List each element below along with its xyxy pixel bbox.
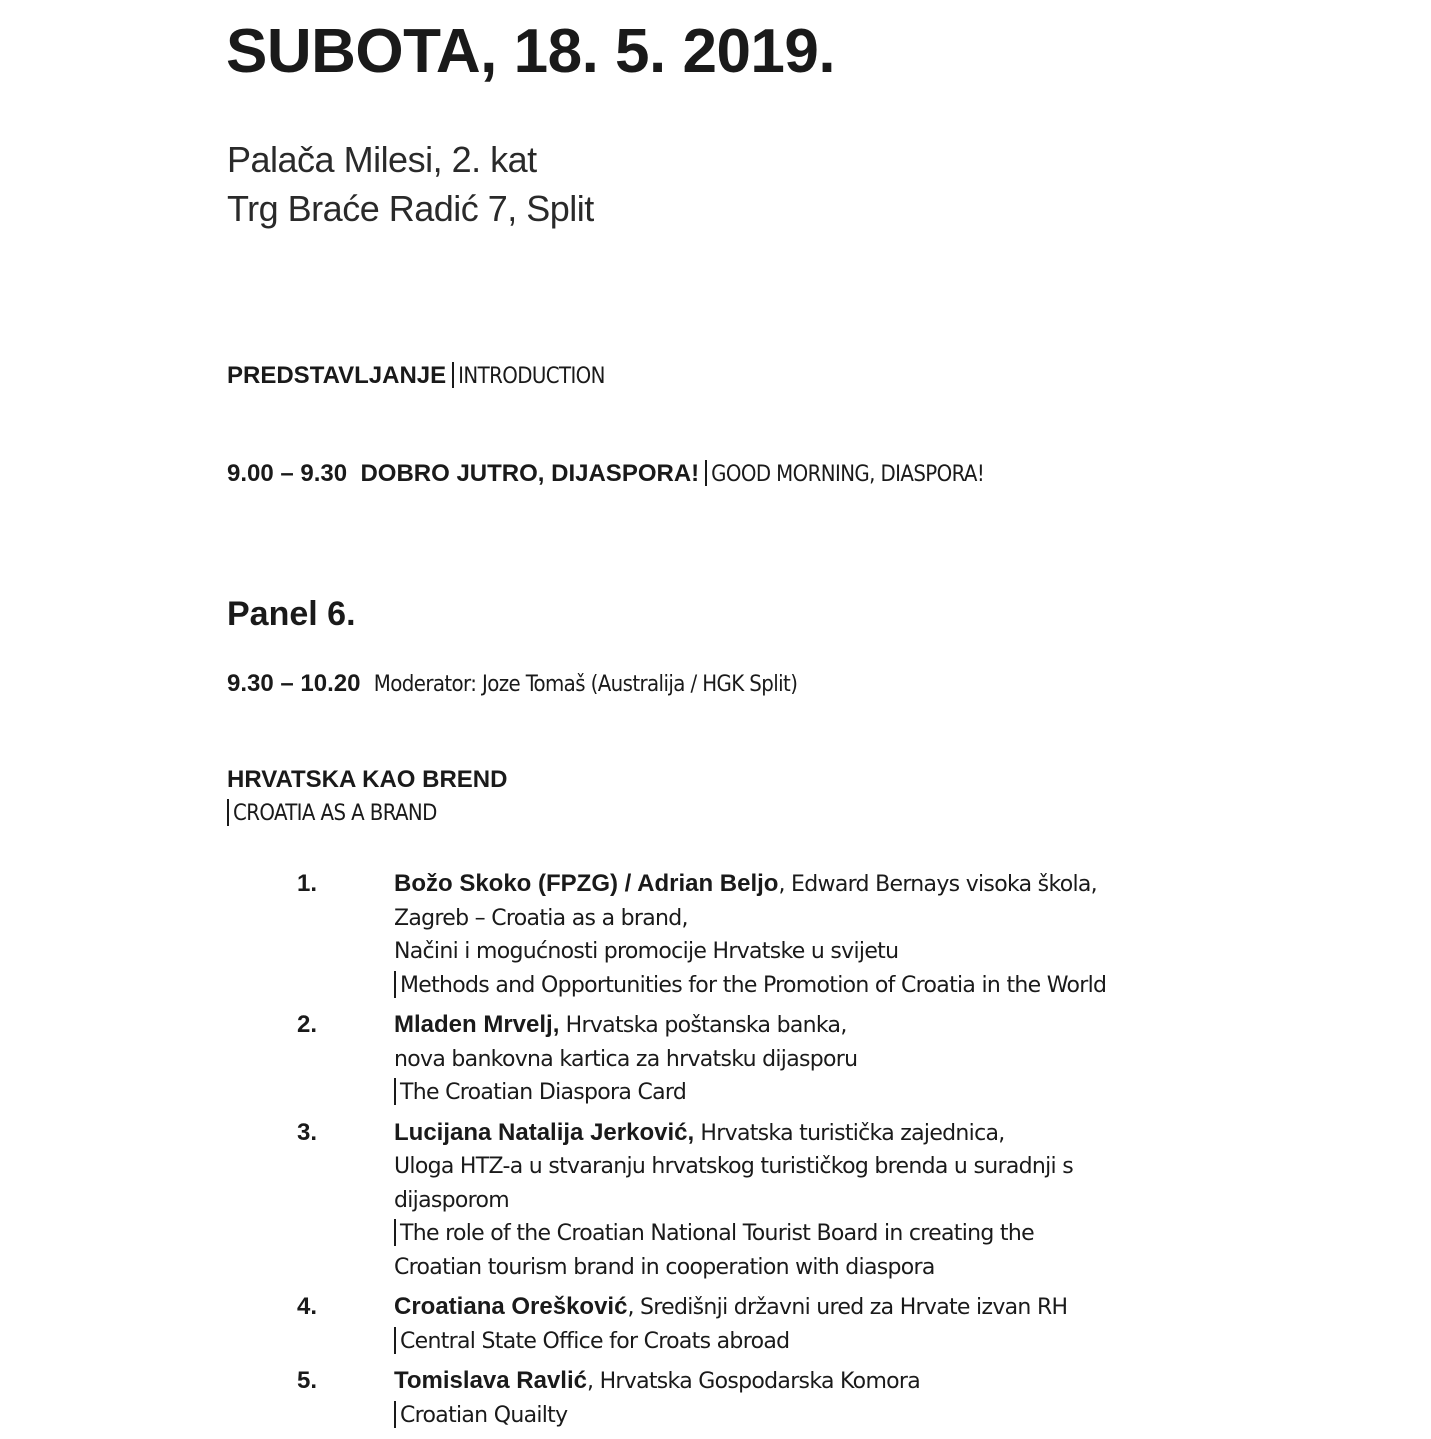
speaker-name: Tomislava Ravlić <box>394 1367 587 1394</box>
item-number: 2. <box>297 1011 318 1038</box>
speaker-affiliation: , Hrvatska Gospodarska Komora <box>586 1369 921 1394</box>
item-number: 1. <box>297 870 318 897</box>
item-line <box>394 1291 1067 1325</box>
separator-bar <box>394 1327 396 1354</box>
separator-bar <box>394 1401 396 1428</box>
item-number: 5. <box>297 1367 318 1394</box>
talk-title-en: Central State Office for Croats abroad <box>400 1328 790 1354</box>
item-line <box>394 1365 920 1399</box>
item-line <box>394 1009 857 1043</box>
morning-session <box>227 458 984 491</box>
page-title: SUBOTA, 18. 5. 2019. <box>226 17 836 86</box>
item-line <box>394 1184 1073 1218</box>
talk-title-hr: Zagreb – Croatia as a brand, <box>394 905 688 931</box>
item-number: 4. <box>297 1293 318 1320</box>
separator-bar <box>394 1219 396 1246</box>
item-line <box>394 935 1106 969</box>
talk-title-en: Croatian tourism brand in cooperation with diaspora <box>394 1254 935 1280</box>
panel-moderator: Moderator: Joze Tomaš (Australija / HGK Split) <box>373 672 798 697</box>
speaker-name: Božo Skoko (FPZG) / Adrian Beljo <box>394 870 779 897</box>
separator-bar <box>452 362 454 388</box>
speaker-affiliation: , Edward Bernays visoka škola, <box>778 872 1097 897</box>
item-line <box>394 1217 1073 1251</box>
speaker-affiliation: Hrvatska poštanska banka, <box>559 1013 847 1038</box>
item-line <box>394 902 1106 936</box>
item-line <box>394 1076 857 1110</box>
talk-title-hr: nova bankovna kartica za hrvatsku dijasporu <box>394 1046 858 1072</box>
panel-time: 9.30 – 10.20 <box>227 670 361 697</box>
panel-topic-en-line <box>227 797 437 830</box>
address-line: Trg Braće Radić 7, Split <box>227 188 594 229</box>
speaker-affiliation: , Središnji državni ured za Hrvate izvan RH <box>627 1295 1068 1320</box>
separator-bar <box>227 799 229 826</box>
venue-line: Palača Milesi, 2. kat <box>227 139 537 180</box>
panel-title: Panel 6. <box>227 595 356 633</box>
panel-moderator-line <box>227 668 797 701</box>
talk-title-en: The role of the Croatian National Tourist Board in creating the <box>400 1221 1034 1246</box>
speaker-name: Croatiana Orešković <box>394 1293 628 1320</box>
item-line <box>394 1251 1073 1285</box>
item-body <box>394 1291 1067 1358</box>
introduction-label-en: INTRODUCTION <box>458 364 605 389</box>
session-title-en: GOOD MORNING, DIASPORA! <box>711 462 985 487</box>
item-line <box>394 1150 1073 1184</box>
speaker-name: Lucijana Natalija Jerković, <box>394 1118 695 1146</box>
talk-title-hr: Načini i mogućnosti promocije Hrvatske u svijetu <box>394 939 899 964</box>
item-line <box>394 1325 1067 1359</box>
panel-topic-hr: HRVATSKA KAO BREND <box>227 766 508 793</box>
talk-title-hr: dijasporom <box>394 1187 510 1213</box>
talk-title-en: Methods and Opportunities for the Promotion of Croatia in the World <box>400 972 1107 998</box>
item-number: 3. <box>297 1118 318 1146</box>
introduction-label-hr: PREDSTAVLJANJE <box>227 362 447 389</box>
separator-bar <box>705 460 707 486</box>
item-body <box>394 1365 920 1432</box>
list-item <box>297 1009 1297 1110</box>
item-body <box>394 868 1106 1002</box>
speaker-list <box>297 868 1297 1439</box>
speaker-name: Mladen Mrvelj, <box>394 1011 560 1038</box>
introduction-heading <box>227 360 605 393</box>
item-line <box>394 1043 857 1077</box>
item-line <box>394 1399 920 1433</box>
separator-bar <box>394 971 396 998</box>
talk-title-en: The Croatian Diaspora Card <box>400 1080 687 1105</box>
list-item <box>297 1291 1297 1358</box>
list-item <box>297 868 1297 1002</box>
item-body <box>394 1009 857 1110</box>
item-line <box>394 868 1106 902</box>
speaker-affiliation: Hrvatska turistička zajednica, <box>694 1120 1005 1146</box>
panel-topic-en: CROATIA AS A BRAND <box>233 801 437 826</box>
item-line <box>394 969 1106 1003</box>
talk-title-en: Croatian Quailty <box>400 1402 568 1428</box>
separator-bar <box>394 1078 396 1105</box>
list-item <box>297 1365 1297 1432</box>
session-title-hr: DOBRO JUTRO, DIJASPORA! <box>360 460 700 487</box>
talk-title-hr: Uloga HTZ-a u stvaranju hrvatskog turističkog brenda u suradnji s <box>394 1154 1073 1179</box>
item-line <box>394 1117 1073 1151</box>
item-body <box>394 1117 1073 1285</box>
session-time: 9.00 – 9.30 <box>227 460 348 487</box>
list-item <box>297 1117 1297 1285</box>
